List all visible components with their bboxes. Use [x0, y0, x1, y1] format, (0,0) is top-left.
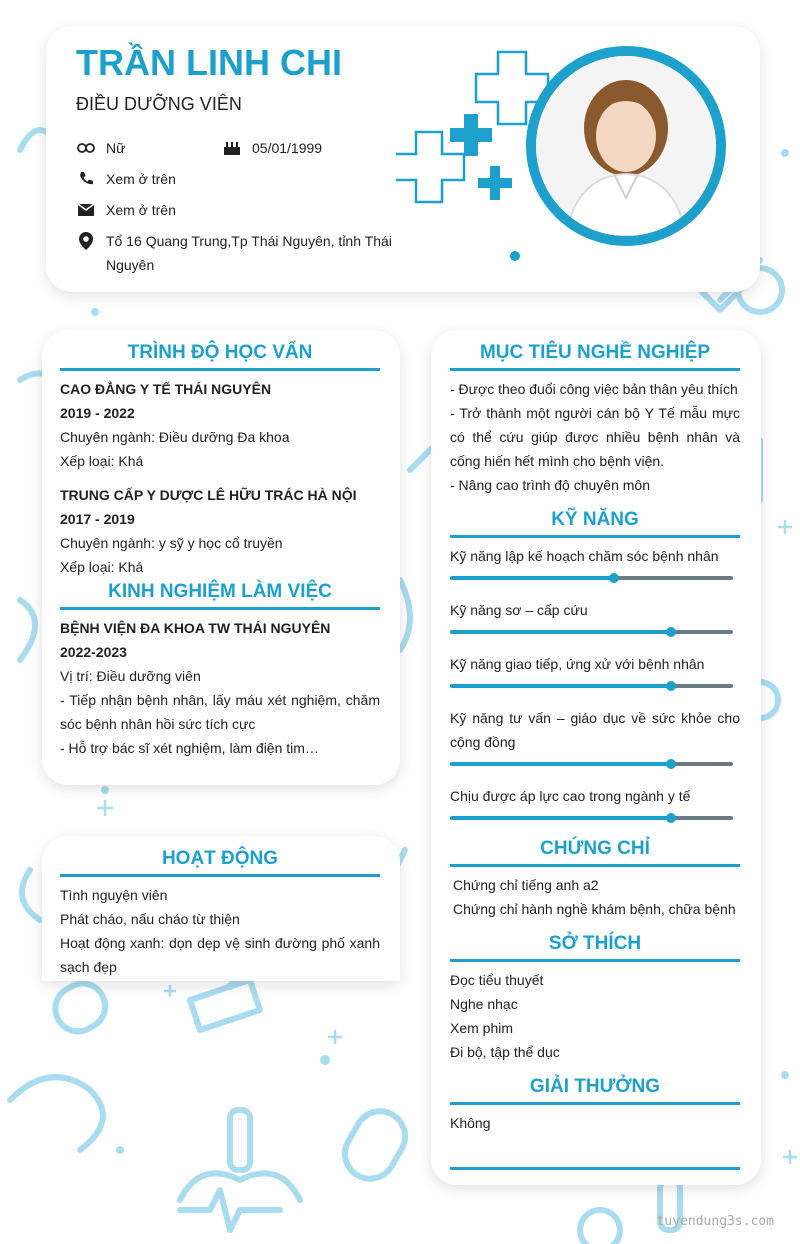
education-school-1: CAO ĐẲNG Y TẾ THÁI NGUYÊN	[60, 381, 272, 397]
skill-label: Kỹ năng lập kế hoạch chăm sóc bệnh nhân	[450, 548, 719, 564]
awards-title: GIẢI THƯỞNG	[450, 1076, 740, 1105]
education-experience-card	[42, 330, 400, 785]
education-rank-2: Xếp loại: Khá	[60, 559, 144, 575]
candidate-name: TRẦN LINH CHI	[76, 42, 342, 83]
skill-level-fill	[450, 816, 671, 820]
phone-row	[76, 167, 176, 191]
skill-label: Kỹ năng sơ – cấp cứu	[450, 602, 588, 618]
hobby-item: Đi bộ, tập thể dục	[450, 1044, 560, 1060]
skill-level-bar	[450, 684, 733, 688]
skill-level-knob	[609, 573, 619, 583]
experience-title: KINH NGHIỆM LÀM VIỆC	[60, 581, 380, 610]
skills-list	[450, 544, 740, 820]
certificate-line-2: Chứng chỉ hành nghề khám bệnh, chữa bệnh	[453, 901, 736, 917]
activities-line-2: Phát cháo, nấu cháo từ thiện	[60, 911, 240, 927]
skill-level-fill	[450, 576, 614, 580]
skill-level-bar	[450, 762, 733, 766]
skill-level-knob	[666, 813, 676, 823]
skill-label: Kỹ năng giao tiếp, ứng xử với bệnh nhân	[450, 656, 705, 672]
education-school-2: TRUNG CẤP Y DƯỢC LÊ HỮU TRÁC HÀ NỘI	[60, 487, 357, 503]
address-value	[106, 229, 392, 277]
profile-header-card	[46, 26, 760, 292]
skill-row	[450, 598, 740, 634]
skill-label: Kỹ năng tư vấn – giáo dục về sức khỏe cho cộng đồng	[450, 710, 740, 750]
skill-level-knob	[666, 759, 676, 769]
birthday-row	[222, 136, 322, 160]
job-position: ĐIỀU DƯỠNG VIÊN	[76, 94, 242, 114]
address-line-2: Nguyên	[106, 257, 155, 273]
skill-level-bar	[450, 630, 733, 634]
skill-level-bar	[450, 576, 733, 580]
skill-row	[450, 784, 740, 820]
skill-row	[450, 706, 740, 766]
skills-title: KỸ NĂNG	[450, 509, 740, 538]
education-major-1: Chuyên ngành: Điều dưỡng Đa khoa	[60, 429, 290, 445]
avatar	[526, 46, 726, 246]
awards-text: Không	[450, 1115, 491, 1131]
awards-divider	[450, 1167, 740, 1170]
address-row	[76, 229, 392, 277]
education-major-2: Chuyên ngành: y sỹ y học cổ truyền	[60, 535, 283, 551]
objective-title: MỤC TIÊU NGHỀ NGHIỆP	[450, 342, 740, 371]
education-period-1: 2019 - 2022	[60, 405, 135, 421]
email-row	[76, 198, 176, 222]
activities-card	[42, 836, 400, 981]
experience-company: BỆNH VIỆN ĐA KHOA TW THÁI NGUYÊN	[60, 620, 331, 636]
mail-icon	[76, 198, 96, 222]
hobbies-title: SỞ THÍCH	[450, 933, 740, 962]
gender-row	[76, 136, 125, 160]
skill-row	[450, 652, 740, 688]
education-title: TRÌNH ĐỘ HỌC VẤN	[60, 342, 380, 371]
hobby-item: Nghe nhạc	[450, 996, 518, 1012]
phone-icon	[76, 167, 96, 191]
skill-row	[450, 544, 740, 580]
phone-value: Xem ở trên	[106, 171, 176, 187]
objective-line-1: - Được theo đuổi công việc bản thân yêu thích	[450, 381, 738, 397]
activities-line-3: Hoạt động xanh: dọn dẹp vệ sinh đường phố xanh sạch đẹp	[60, 935, 380, 975]
hobby-item: Đọc tiểu thuyết	[450, 972, 544, 988]
birthday-cake-icon	[222, 136, 242, 160]
location-pin-icon	[76, 229, 96, 253]
skill-label: Chịu được áp lực cao trong ngành y tế	[450, 788, 691, 804]
activities-title: HOẠT ĐỘNG	[60, 848, 380, 877]
objective-line-2: - Trở thành một người cán bộ Y Tế mẫu mực có thể cứu giúp được nhiều bệnh nhân và cống hiến hết mình cho bệnh viện.	[450, 405, 740, 469]
certificate-line-1: Chứng chỉ tiếng anh a2	[453, 877, 599, 893]
experience-role: Vị trí: Điều dưỡng viên	[60, 668, 201, 684]
email-value: Xem ở trên	[106, 202, 176, 218]
education-period-2: 2017 - 2019	[60, 511, 135, 527]
person-silhouette-icon	[536, 56, 716, 236]
gender-value: Nữ	[106, 140, 126, 156]
address-line-1: Tổ 16 Quang Trung,Tp Thái Nguyên, tỉnh Thái	[106, 233, 392, 249]
activities-line-1: Tình nguyện viên	[60, 887, 168, 903]
watermark: tuyendung3s.com	[656, 1214, 774, 1229]
birthday-value: 05/01/1999	[252, 140, 323, 156]
right-column-card	[431, 330, 761, 1185]
education-rank-1: Xếp loại: Khá	[60, 453, 144, 469]
gender-icon	[76, 136, 96, 160]
skill-level-fill	[450, 684, 671, 688]
certificates-title: CHỨNG CHỈ	[450, 838, 740, 867]
skill-level-bar	[450, 816, 733, 820]
skill-level-fill	[450, 630, 671, 634]
experience-period: 2022-2023	[60, 644, 127, 660]
hobby-item: Xem phim	[450, 1020, 514, 1036]
experience-duty-1: - Tiếp nhận bệnh nhân, lấy máu xét nghiệm, chăm sóc bệnh nhân hồi sức tích cực	[60, 692, 380, 732]
skill-level-knob	[666, 681, 676, 691]
skill-level-knob	[666, 627, 676, 637]
experience-duty-2: - Hỗ trợ bác sĩ xét nghiệm, làm điện tim…	[60, 740, 319, 756]
objective-line-3: - Nâng cao trình độ chuyên môn	[450, 477, 651, 493]
skill-level-fill	[450, 762, 671, 766]
